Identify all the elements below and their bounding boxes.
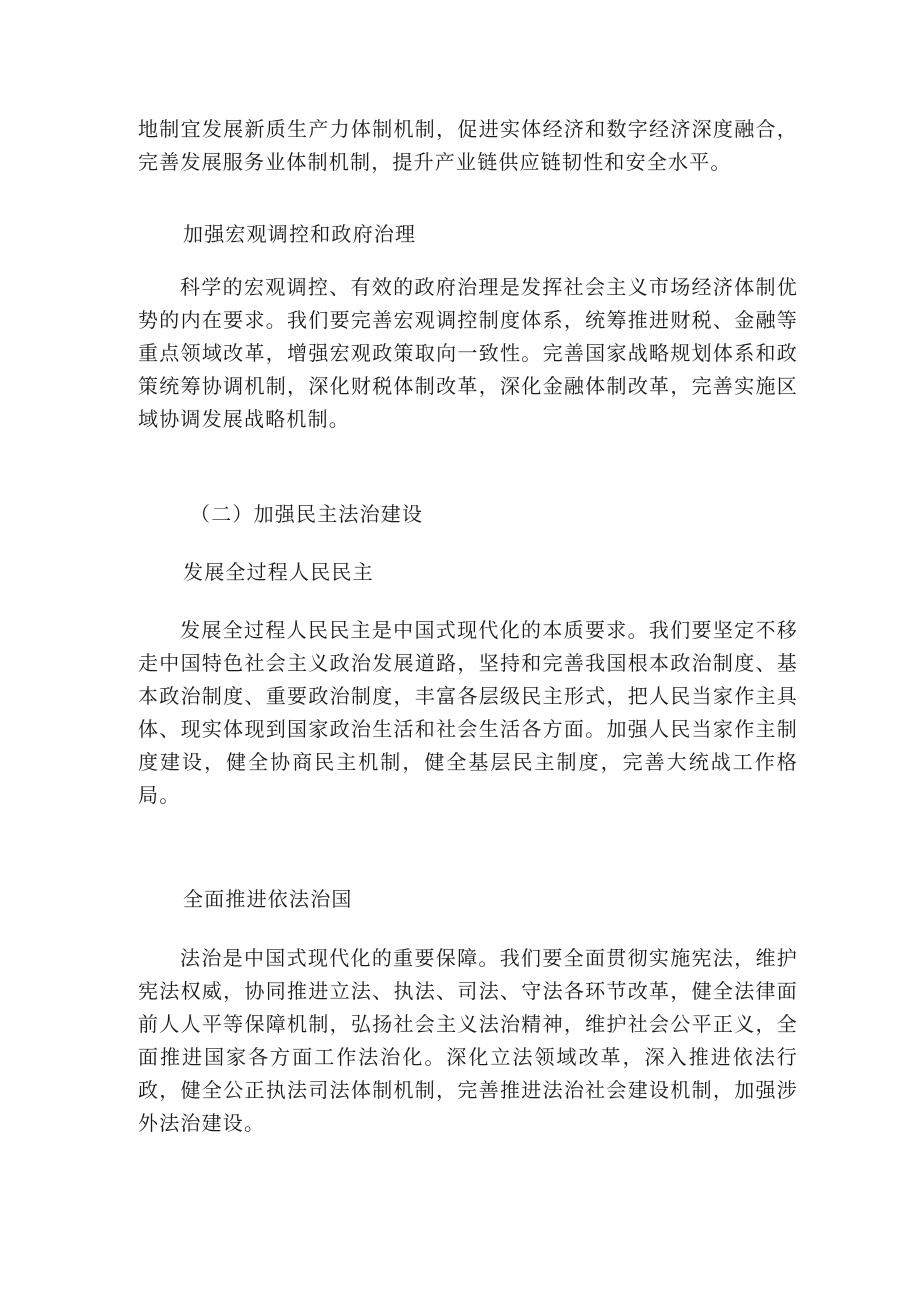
subheading-whole-process-democracy: 发展全过程人民民主 (183, 560, 374, 584)
subheading-macro-control: 加强宏观调控和政府治理 (183, 222, 417, 246)
paragraph-rule-of-law: 法治是中国式现代化的重要保障。我们要全面贯彻实施宪法，维护宪法权威，协同推进立法、执法、司法、守法各环节改革，健全法律面前人人平等保障机制，弘扬社会主义法治精神，维护社会公平正义，全面推进国家各方面工作法治化。深化立法领域改革，深入推进依法行政，健全公正执法司法体制机制，完善推进法治社会建设机制，加强涉外法治建设。 (138, 946, 798, 1135)
subheading-rule-of-law: 全面推进依法治国 (183, 887, 353, 911)
paragraph-macro-control: 科学的宏观调控、有效的政府治理是发挥社会主义市场经济体制优势的内在要求。我们要完善宏观调控制度体系，统筹推进财税、金融等重点领域改革，增强宏观政策取向一致性。完善国家战略规划体系和政策统筹协调机制，深化财税体制改革，深化金融体制改革，完善实施区域协调发展战略机制。 (138, 275, 798, 431)
section-heading-democracy-rule-of-law: （二）加强民主法治建设 (190, 502, 424, 526)
paragraph-whole-process-democracy: 发展全过程人民民主是中国式现代化的本质要求。我们要坚定不移走中国特色社会主义政治发展道路，坚持和完善我国根本政治制度、基本政治制度、重要政治制度，丰富各层级民主形式，把人民当家作主具体、现实体现到国家政治生活和社会生活各方面。加强人民当家作主制度建设，健全协商民主机制，健全基层民主制度，完善大统战工作格局。 (138, 618, 798, 807)
paragraph-continuation-industry: 地制宜发展新质生产力体制机制，促进实体经济和数字经济深度融合，完善发展服务业体制机制，提升产业链供应链韧性和安全水平。 (138, 117, 798, 174)
